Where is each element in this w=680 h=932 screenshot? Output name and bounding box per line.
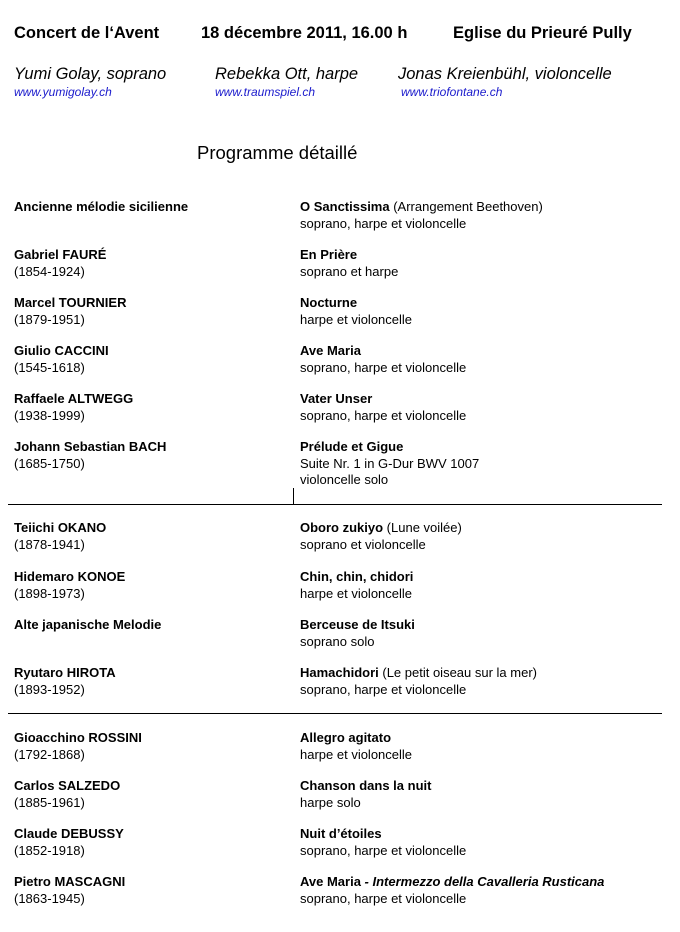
- work-note: (Lune voilée): [383, 520, 462, 535]
- work-cell: [300, 665, 670, 698]
- work-title: Berceuse de Itsuki: [300, 617, 415, 632]
- composer-dates: (1863-1945): [14, 890, 85, 906]
- composer-name: Giulio CACCINI: [14, 343, 109, 358]
- work-cell: [300, 439, 670, 489]
- composer-dates: (1878-1941): [14, 536, 85, 552]
- composer-dates: (1545-1618): [14, 359, 85, 375]
- composer-dates: (1852-1918): [14, 842, 85, 858]
- instrumentation: soprano, harpe et violoncelle: [300, 215, 467, 231]
- work-cell: [300, 826, 670, 859]
- instrumentation: harpe et violoncelle: [300, 311, 413, 327]
- work-cell: [300, 778, 670, 811]
- composer-name: Johann Sebastian BACH: [14, 439, 167, 454]
- instrumentation: harpe et violoncelle: [300, 585, 413, 601]
- work-title: Chin, chin, chidori: [300, 569, 414, 584]
- work-title: Ave Maria: [300, 343, 361, 358]
- instrumentation: soprano, harpe et violoncelle: [300, 842, 467, 858]
- work-cell: [300, 520, 670, 553]
- instrumentation: violoncelle solo: [300, 472, 389, 487]
- composer-cell: [14, 874, 284, 907]
- composer-name: Hidemaro KONOE: [14, 569, 126, 584]
- composer-name: Marcel TOURNIER: [14, 295, 127, 310]
- composer-cell: [14, 391, 284, 424]
- performer-name: Yumi Golay, soprano: [14, 65, 167, 83]
- composer-dates: (1898-1973): [14, 585, 85, 601]
- work-cell: [300, 199, 670, 232]
- instrumentation: soprano, harpe et violoncelle: [300, 359, 467, 375]
- composer-cell: [14, 617, 284, 634]
- composer-dates: (1854-1924): [14, 263, 85, 279]
- concert-date: 18 décembre 2011, 16.00 h: [201, 24, 408, 42]
- composer-name: Raffaele ALTWEGG: [14, 391, 134, 406]
- program-title: Programme détaillé: [197, 142, 358, 163]
- performer-website-link[interactable]: www.triofontane.ch: [401, 85, 503, 99]
- section-divider: [8, 504, 662, 505]
- work-cell: [300, 343, 670, 376]
- work-note: (Le petit oiseau sur la mer): [378, 665, 537, 680]
- column-divider: [293, 488, 294, 504]
- instrumentation: harpe solo: [300, 794, 361, 810]
- work-cell: [300, 874, 670, 907]
- composer-name: Teiichi OKANO: [14, 520, 107, 535]
- work-cell: [300, 569, 670, 602]
- composer-dates: (1685-1750): [14, 455, 85, 471]
- composer-cell: [14, 295, 284, 328]
- composer-name: Alte japanische Melodie: [14, 617, 162, 632]
- composer-dates: (1879-1951): [14, 311, 85, 327]
- section-divider: [8, 713, 662, 714]
- composer-cell: [14, 569, 284, 602]
- performer-name: Jonas Kreienbühl, violoncelle: [398, 65, 612, 83]
- composer-dates: (1792-1868): [14, 746, 85, 762]
- performer-website-link[interactable]: www.yumigolay.ch: [14, 85, 112, 99]
- composer-cell: [14, 199, 284, 216]
- composer-dates: (1885-1961): [14, 794, 85, 810]
- work-cell: [300, 247, 670, 280]
- performer-website-link[interactable]: www.traumspiel.ch: [215, 85, 316, 99]
- concert-title: Concert de l‘Avent: [14, 24, 160, 42]
- composer-name: Carlos SALZEDO: [14, 778, 121, 793]
- work-title: Oboro zukiyo: [300, 520, 384, 535]
- instrumentation: harpe et violoncelle: [300, 746, 413, 762]
- work-note: - Intermezzo della Cavalleria Rusticana: [360, 874, 605, 889]
- work-title: Allegro agitato: [300, 730, 392, 745]
- instrumentation: Suite Nr. 1 in G-Dur BWV 1007: [300, 455, 480, 471]
- composer-name: Pietro MASCAGNI: [14, 874, 126, 889]
- instrumentation: soprano, harpe et violoncelle: [300, 890, 467, 906]
- work-note: (Arrangement Beethoven): [389, 199, 543, 214]
- instrumentation: soprano, harpe et violoncelle: [300, 681, 467, 697]
- composer-name: Ryutaro HIROTA: [14, 665, 116, 680]
- work-title: Chanson dans la nuit: [300, 778, 432, 793]
- composer-cell: [14, 343, 284, 376]
- composer-cell: [14, 665, 284, 698]
- work-title: Hamachidori: [300, 665, 379, 680]
- composer-name: Claude DEBUSSY: [14, 826, 124, 841]
- instrumentation: soprano et harpe: [300, 263, 399, 279]
- work-cell: [300, 730, 670, 763]
- work-title: O Sanctissima: [300, 199, 390, 214]
- instrumentation: soprano, harpe et violoncelle: [300, 407, 467, 423]
- composer-cell: [14, 520, 284, 553]
- composer-cell: [14, 778, 284, 811]
- work-cell: [300, 617, 670, 650]
- composer-cell: [14, 730, 284, 763]
- work-title: En Prière: [300, 247, 358, 262]
- composer-dates: (1893-1952): [14, 681, 85, 697]
- instrumentation: soprano solo: [300, 633, 375, 649]
- work-cell: [300, 391, 670, 424]
- composer-name: Gioacchino ROSSINI: [14, 730, 142, 745]
- work-title: Vater Unser: [300, 391, 373, 406]
- work-title: Nocturne: [300, 295, 358, 310]
- composer-dates: (1938-1999): [14, 407, 85, 423]
- composer-name: Ancienne mélodie sicilienne: [14, 199, 189, 214]
- concert-venue: Eglise du Prieuré Pully: [453, 24, 632, 42]
- work-title: Ave Maria: [300, 874, 361, 889]
- performer-name: Rebekka Ott, harpe: [215, 65, 359, 83]
- composer-cell: [14, 247, 284, 280]
- composer-cell: [14, 439, 284, 472]
- work-cell: [300, 295, 670, 328]
- work-title: Nuit d’étoiles: [300, 826, 382, 841]
- work-title: Prélude et Gigue: [300, 439, 404, 454]
- composer-cell: [14, 826, 284, 859]
- composer-name: Gabriel FAURÉ: [14, 247, 107, 262]
- instrumentation: soprano et violoncelle: [300, 536, 426, 552]
